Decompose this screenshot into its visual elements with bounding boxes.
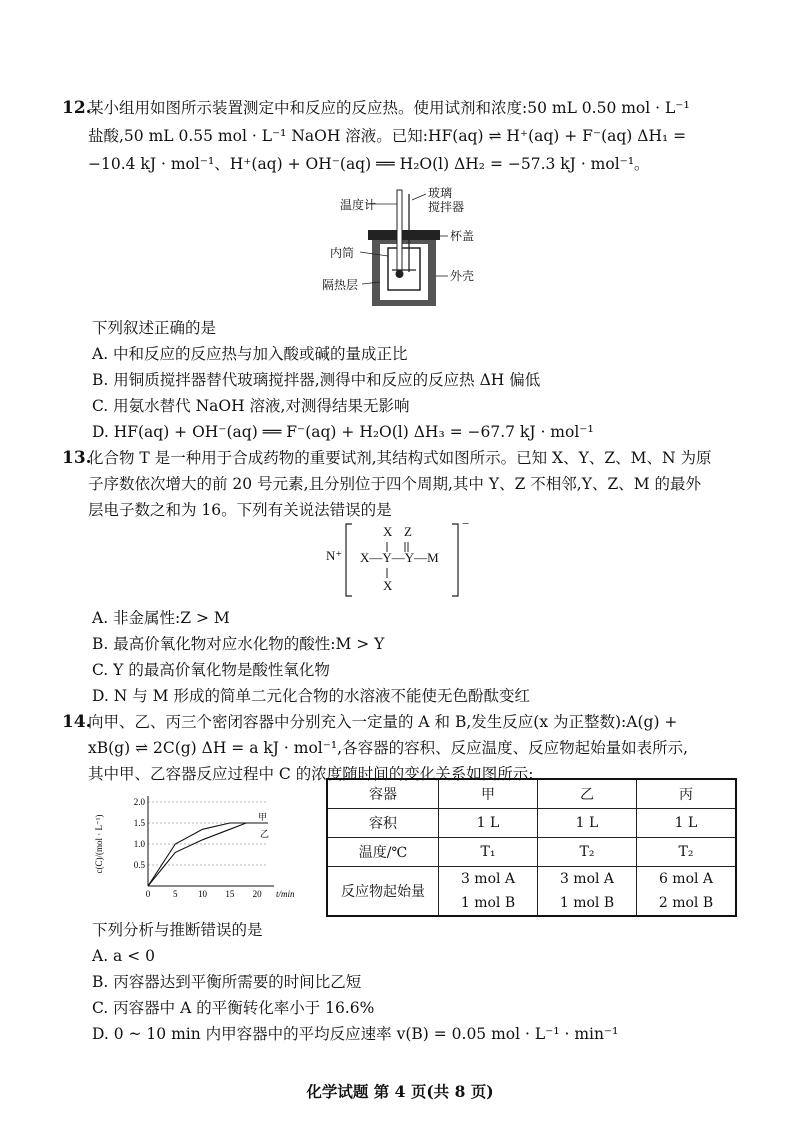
q13-option-b: B. 最高价氧化物对应水化物的酸性:M > Y xyxy=(92,635,385,653)
q12-line-1: 某小组用如图所示装置测定中和反应的反应热。使用试剂和浓度:50 mL 0.50 mol · L⁻¹ xyxy=(88,99,690,117)
y-tick-label: 1.5 xyxy=(133,818,145,828)
atom-x-top: X xyxy=(383,524,393,539)
thermometer-bulb xyxy=(396,270,404,278)
q14-line-2: xB(g) ⇌ 2C(g) ΔH = a kJ · mol⁻¹,各容器的容积、反应温度、反应物起始量如表所示, xyxy=(88,739,688,757)
table-header-cell: 甲 xyxy=(439,779,538,809)
table-header-cell: 丙 xyxy=(637,779,737,809)
y-tick-label: 2.0 xyxy=(133,797,145,807)
q14-option-b: B. 丙容器达到平衡所需要的时间比乙短 xyxy=(92,973,362,991)
x-tick-label: 0 xyxy=(145,889,151,899)
table-cell: 1 L xyxy=(439,809,538,838)
atom-z-top: Z xyxy=(404,524,412,539)
series-label-0: 甲 xyxy=(258,812,268,822)
q14-line-1: 向甲、乙、丙三个密闭容器中分别充入一定量的 A 和 B,发生反应(x 为正整数):A(g) + xyxy=(88,713,678,731)
table-cell: 6 mol A xyxy=(637,867,737,892)
atom-x-bottom: X xyxy=(383,578,393,593)
table-cell: 1 L xyxy=(538,809,637,838)
x-tick-label: 10 xyxy=(198,889,208,899)
x-tick-label: 20 xyxy=(252,889,262,899)
table-header-cell: 乙 xyxy=(538,779,637,809)
q14-option-a: A. a < 0 xyxy=(92,947,155,965)
table-cell: 3 mol A xyxy=(538,867,637,892)
q12-number: 12. xyxy=(62,98,92,118)
y-tick-label: 0.5 xyxy=(133,860,145,870)
table-row xyxy=(327,809,736,838)
lid xyxy=(368,230,440,240)
label-insulation: 隔热层 xyxy=(322,278,359,292)
table-cell: 1 mol B xyxy=(439,891,538,916)
q14-number: 14. xyxy=(62,712,92,732)
x-tick-label: 15 xyxy=(225,889,235,899)
q12-option-c: C. 用氨水替代 NaOH 溶液,对测得结果无影响 xyxy=(92,397,410,415)
label-shell: 外壳 xyxy=(450,269,475,283)
q12-option-d: D. HF(aq) + OH⁻(aq) ══ F⁻(aq) + H₂O(l) ΔH₃ = −67.7 kJ · mol⁻¹ xyxy=(92,423,594,441)
table-header-cell: 容器 xyxy=(327,779,439,809)
table-row xyxy=(327,838,736,867)
series-line-1 xyxy=(148,823,268,886)
q14-option-d: D. 0 ~ 10 min 内甲容器中的平均反应速率 v(B) = 0.05 mol · L⁻¹ · min⁻¹ xyxy=(92,1025,619,1043)
page-footer: 化学试题 第 4 页(共 8 页) xyxy=(306,1082,494,1101)
table-cell: 容积 xyxy=(327,809,439,838)
table-header-row xyxy=(327,779,736,809)
q12-stem: 下列叙述正确的是 xyxy=(92,319,217,337)
label-stirrer-2: 搅拌器 xyxy=(428,200,465,214)
label-stirrer-1: 玻璃 xyxy=(428,186,453,200)
table-cell: 2 mol B xyxy=(637,891,737,916)
anion-charge: − xyxy=(462,516,470,531)
label-thermometer: 温度计 xyxy=(340,198,377,212)
table-cell: T₂ xyxy=(538,838,637,867)
q13-line-1: 化合物 T 是一种用于合成药物的重要试剂,其结构式如图所示。已知 X、Y、Z、M、N 为原 xyxy=(88,449,712,467)
table-cell: 1 mol B xyxy=(538,891,637,916)
series-line-0 xyxy=(148,823,268,886)
q13-line-2: 子序数依次增大的前 20 号元素,且分别位于四个周期,其中 Y、Z 不相邻,Y、Z、M 的最外 xyxy=(88,475,702,493)
q12-option-b: B. 用铜质搅拌器替代玻璃搅拌器,测得中和反应的反应热 ΔH 偏低 xyxy=(92,371,541,389)
inner-cup xyxy=(388,248,420,290)
concentration-chart xyxy=(90,794,295,904)
container-table xyxy=(326,778,737,917)
table-cell: 反应物起始量 xyxy=(327,867,439,917)
q12-line-2: 盐酸,50 mL 0.55 mol · L⁻¹ NaOH 溶液。已知:HF(aq) ⇌ H⁺(aq) + F⁻(aq) ΔH₁ = xyxy=(88,127,687,145)
table-cell: 1 L xyxy=(637,809,737,838)
series-label-1: 乙 xyxy=(260,829,270,839)
q12-option-a: A. 中和反应的反应热与加入酸或碱的量成正比 xyxy=(92,345,408,363)
q14-stem: 下列分析与推断错误的是 xyxy=(92,921,263,939)
table-cell: 3 mol A xyxy=(439,867,538,892)
table-cell: 温度/℃ xyxy=(327,838,439,867)
q14-line-3: 其中甲、乙容器反应过程中 C 的浓度随时间的变化关系如图所示: xyxy=(88,765,534,783)
q14-option-c: C. 丙容器中 A 的平衡转化率小于 16.6% xyxy=(92,999,375,1017)
table-cell: T₂ xyxy=(637,838,737,867)
y-axis-label: c(C)/(mol · L⁻¹) xyxy=(94,814,104,874)
y-tick-label: 1.0 xyxy=(133,839,145,849)
table-row xyxy=(327,867,736,892)
q13-number: 13. xyxy=(62,448,92,468)
q13-option-a: A. 非金属性:Z > M xyxy=(92,609,230,627)
q13-option-d: D. N 与 M 形成的简单二元化合物的水溶液不能使无色酚酞变红 xyxy=(92,687,530,705)
thermometer xyxy=(397,190,402,274)
q12-line-3: −10.4 kJ · mol⁻¹、H⁺(aq) + OH⁻(aq) ══ H₂O(l) ΔH₂ = −57.3 kJ · mol⁻¹。 xyxy=(88,155,650,173)
table-cell: T₁ xyxy=(439,838,538,867)
x-tick-label: 5 xyxy=(173,889,178,899)
q13-line-3: 层电子数之和为 16。下列有关说法错误的是 xyxy=(88,501,392,519)
q13-option-c: C. Y 的最高价氧化物是酸性氧化物 xyxy=(92,661,330,679)
cation-n: N⁺ xyxy=(326,548,343,563)
structure-row: X—Y—Y—M xyxy=(360,550,439,565)
x-axis-label: t/min xyxy=(276,889,295,899)
label-inner: 内筒 xyxy=(330,246,355,260)
label-lid: 杯盖 xyxy=(450,229,475,243)
